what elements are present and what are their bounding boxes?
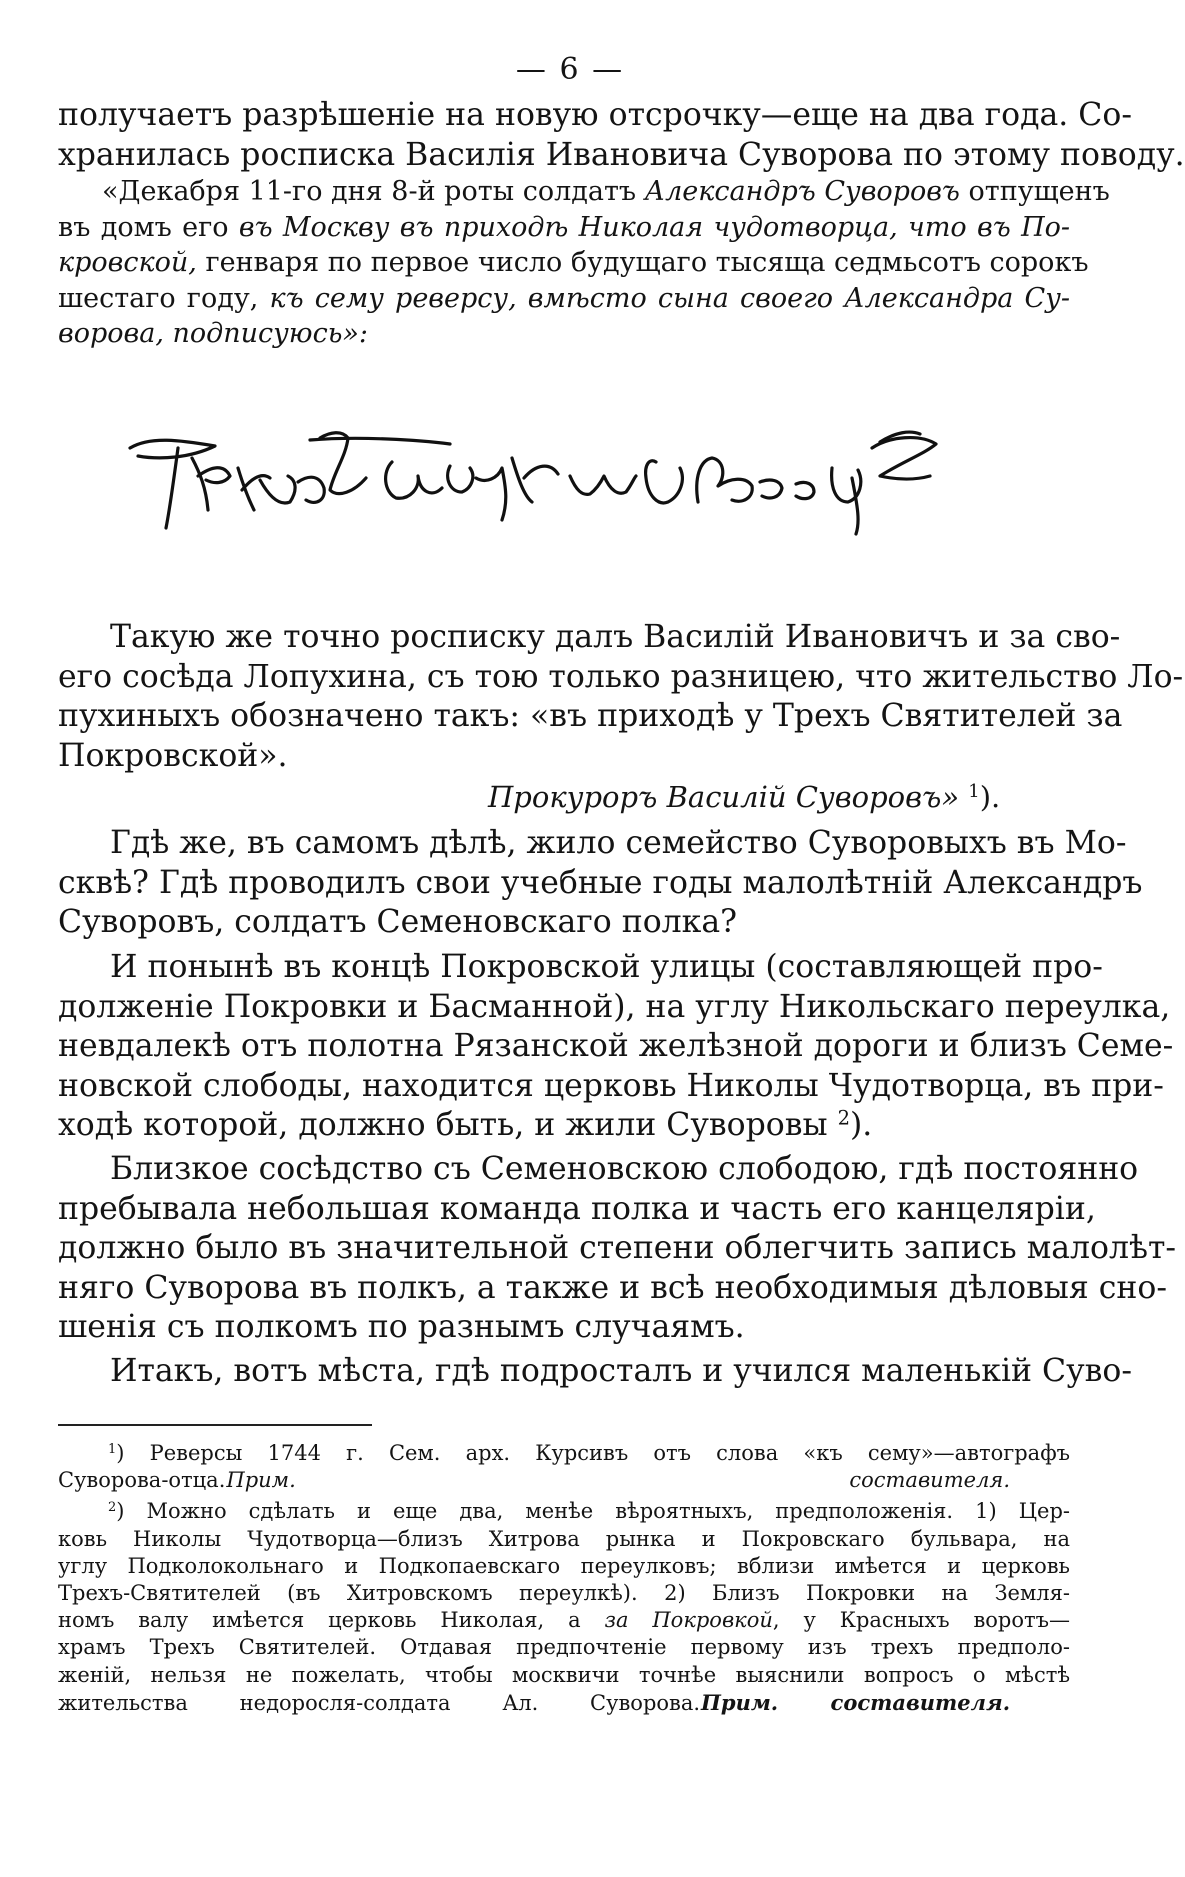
text-line: получаетъ разрѣшеніе на новую отсрочку—еще на два года. Со- bbox=[58, 97, 1132, 133]
footnote-2-line: номъ валу имѣется церковь Николая, а за Покровкой, у Красныхъ воротъ— bbox=[58, 1608, 1070, 1633]
footnote-rule bbox=[58, 1424, 372, 1426]
text-line: сквѣ? Гдѣ проводилъ свои учебные годы малолѣтній Александръ bbox=[58, 864, 1143, 901]
text-line: няго Суворова въ полкъ, а также и всѣ необходимыя дѣловыя сно- bbox=[58, 1269, 1168, 1306]
signature-line bbox=[58, 780, 1070, 816]
quoted-receipt bbox=[58, 174, 1110, 352]
footnote-2-line: женій, нельзя не пожелать, чтобы москвичи точнѣе выяснили вопросъ о мѣстѣ bbox=[58, 1662, 1070, 1687]
text-line: новской слободы, находится церковь Николы Чудотворца, въ при- bbox=[58, 1067, 1164, 1104]
text-line: пребывала небольшая команда полка и часть его канцеляріи, bbox=[58, 1190, 1096, 1227]
text-line: ходѣ которой, должно быть, и жили Суворовы $^2$). bbox=[58, 1106, 873, 1143]
paragraph-question bbox=[58, 824, 1143, 943]
text-line: Близкое сосѣдство съ Семеновскою слободою, гдѣ постоянно bbox=[110, 1151, 1139, 1187]
text-line: должно было въ значительной степени облегчить запись малолѣт- bbox=[58, 1230, 1177, 1266]
footnote-2-line: ковь Николы Чудотворца—близъ Хитрова рынка и Покровскаго бульвара, на bbox=[58, 1526, 1070, 1551]
text-line: Покровской». bbox=[58, 737, 288, 774]
text-line: въ домъ его въ Москву въ приходѣ Николая чудотворца, что въ По- bbox=[58, 211, 1070, 243]
paragraph-places bbox=[58, 1352, 1133, 1392]
footnote-2-line: жительства недоросля-солдата Ал. Суворова.Прим. составителя. bbox=[58, 1689, 1010, 1715]
footnote-2-line: $^2$) Можно сдѣлать и еще два, менѣе вѣроятныхъ, предположенія. 1) Цер- bbox=[108, 1499, 1070, 1524]
text-line: ворова, подписуюсь»: bbox=[58, 318, 369, 349]
paragraph-church bbox=[58, 948, 1174, 1146]
text-line: шенія съ полкомъ по разнымъ случаямъ. bbox=[58, 1309, 745, 1345]
footnote-1-line: Суворова-отца.Прим. составителя. bbox=[58, 1468, 1010, 1493]
handwritten-signature bbox=[120, 418, 1000, 538]
text-line: кровской, генваря по первое число будущаго тысяща седмьсотъ сорокъ bbox=[58, 247, 1089, 278]
paragraph-lopukhin bbox=[58, 618, 1184, 776]
footnote-1-line: $^1$) Реверсы 1744 г. Сем. арх. Курсивъ отъ слова «къ сему»—автографъ bbox=[108, 1441, 1070, 1465]
text-line: Гдѣ же, въ самомъ дѣлѣ, жило семейство Суворовыхъ въ Мо- bbox=[110, 825, 1127, 861]
text-line: невдалекѣ отъ полотна Рязанской желѣзной дороги и близъ Семе- bbox=[58, 1028, 1174, 1064]
text-line: «Декабря 11-го дня 8-й роты солдатъ Александръ Суворовъ отпущенъ bbox=[102, 176, 1110, 207]
text-line: хранилась росписка Василія Ивановича Суворова по этому поводу. bbox=[58, 136, 1185, 173]
page-number: — 6 — bbox=[515, 52, 625, 87]
text-line: Суворовъ, солдатъ Семеновскаго полка? bbox=[58, 904, 738, 940]
paragraph-intro bbox=[58, 96, 1185, 175]
text-line: его сосѣда Лопухина, съ тою только разницею, что жительство Ло- bbox=[58, 658, 1184, 695]
text-line: И понынѣ въ концѣ Покровской улицы (составляющей про- bbox=[110, 949, 1103, 985]
paragraph-neighborhood bbox=[58, 1150, 1177, 1348]
footnote-2-line: Трехъ-Святителей (въ Хитровскомъ переулкѣ). 2) Близъ Покровки на Земля- bbox=[58, 1581, 1070, 1606]
text-line: шестаго году, къ сему реверсу, вмѣсто сына своего Александра Су- bbox=[58, 282, 1070, 314]
footnote-2-line: углу Подколокольнаго и Подкопаевскаго переулковъ; вблизи имѣется и церковь bbox=[58, 1553, 1070, 1578]
footnotes bbox=[58, 1440, 1070, 1717]
text-line: пухиныхъ обозначено такъ: «въ приходѣ у Трехъ Святителей за bbox=[58, 698, 1123, 734]
text-line: Прокуроръ Василій Суворовъ» $^1$). bbox=[488, 780, 1001, 814]
text-line: долженіе Покровки и Басманной), на углу Никольскаго переулка, bbox=[58, 988, 1171, 1025]
text-line: Итакъ, вотъ мѣста, гдѣ подросталъ и учился маленькій Суво- bbox=[110, 1353, 1133, 1389]
footnote-2-line: храмъ Трехъ Святителей. Отдавая предпочтеніе первому изъ трехъ предполо- bbox=[58, 1635, 1070, 1660]
text-line: Такую же точно росписку далъ Василій Ивановичъ и за сво- bbox=[110, 619, 1121, 655]
